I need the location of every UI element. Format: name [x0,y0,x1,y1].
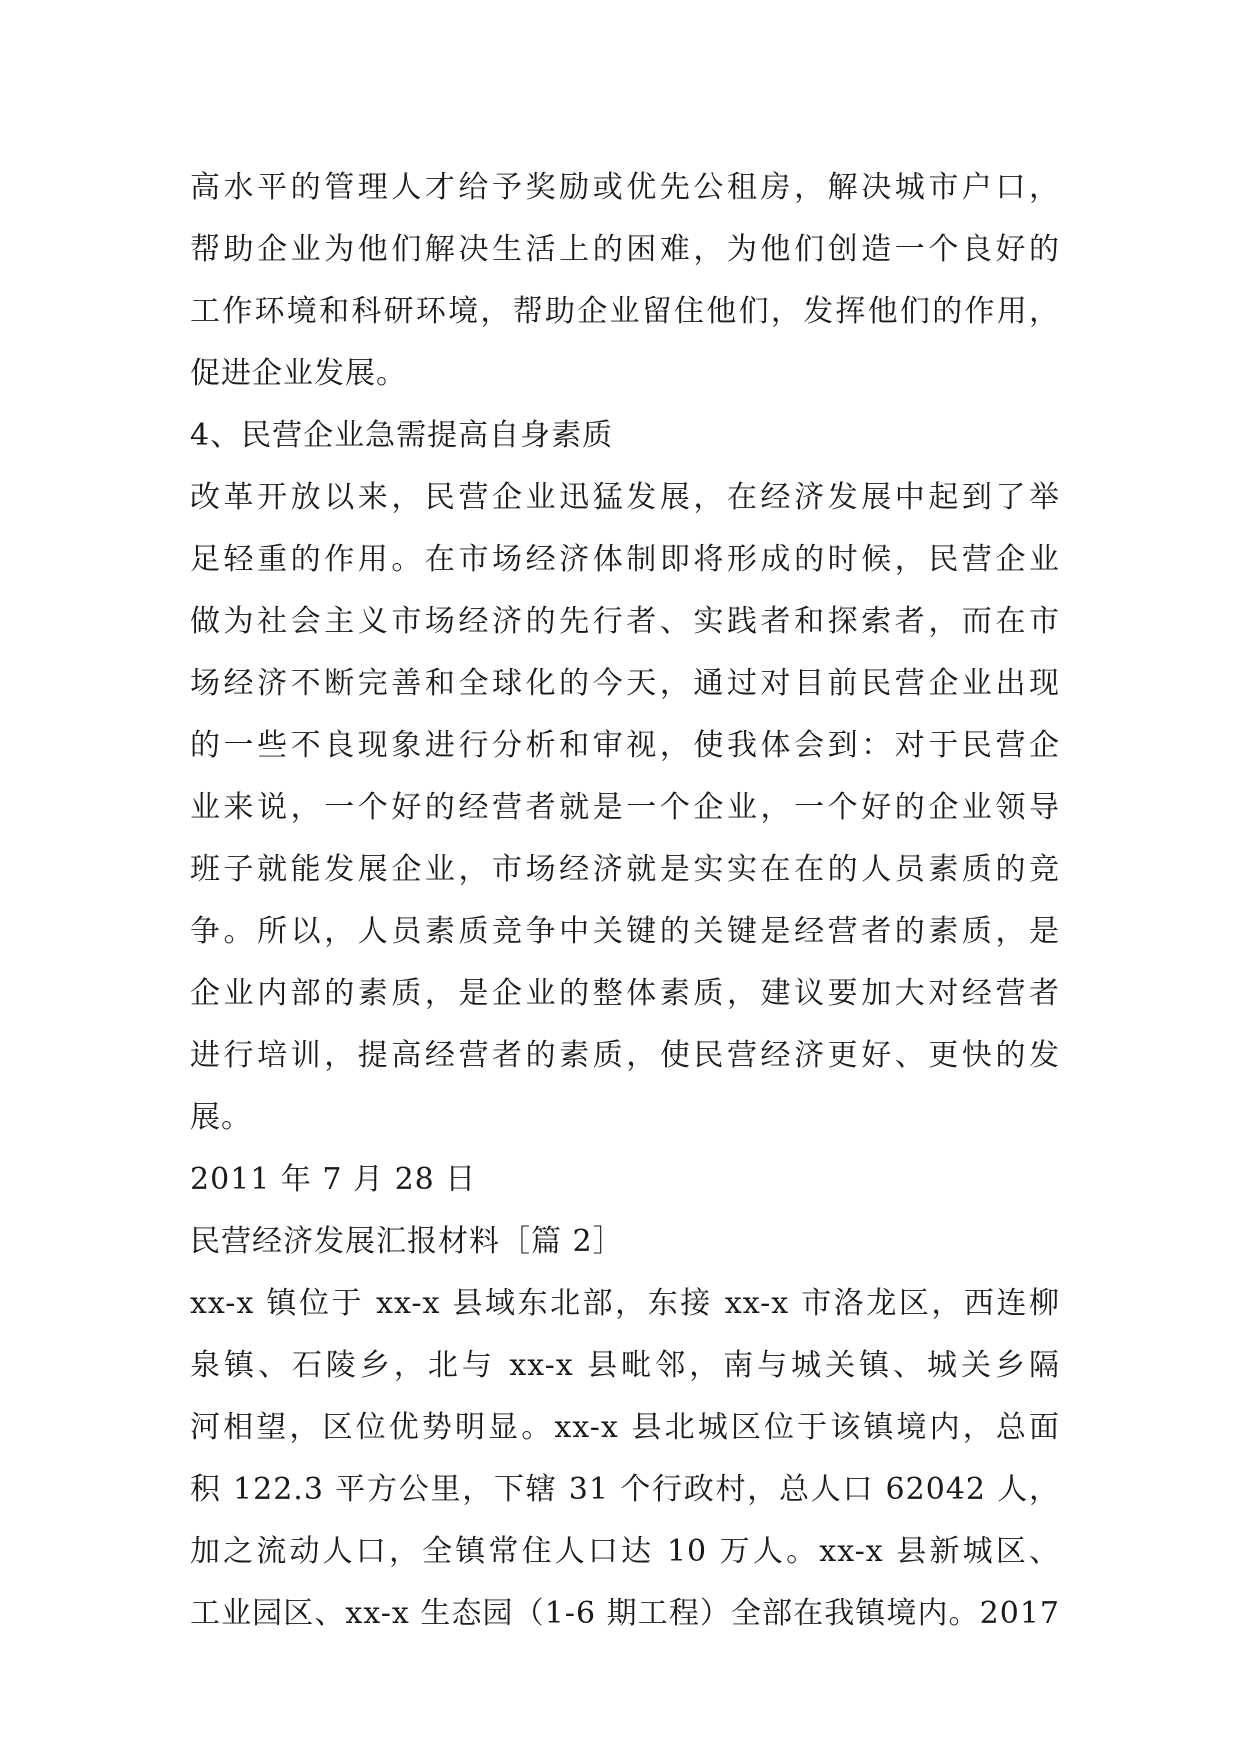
paragraph-line: xx-x 镇位于 xx-x 县域东北部，东接 xx-x 市洛龙区，西连柳 [190,1286,1060,1321]
paragraph-line: 的一些不良现象进行分析和审视，使我体会到：对于民营企 [190,728,1060,763]
paragraph-line: 改革开放以来，民营企业迅猛发展，在经济发展中起到了举 [190,480,1060,515]
paragraph-line: 加之流动人口，全镇常住人口达 10 万人。xx-x 县新城区、 [190,1534,1060,1569]
paragraph-line: 进行培训，提高经营者的素质，使民营经济更好、更快的发 [190,1038,1060,1073]
document-date: 2011 年 7 月 28 日 [190,1162,477,1197]
paragraph-line: 促进企业发展。 [190,356,407,391]
paragraph-line: 业来说，一个好的经营者就是一个企业，一个好的企业领导 [190,790,1060,825]
paragraph-line: 泉镇、石陵乡，北与 xx-x 县毗邻，南与城关镇、城关乡隔 [190,1348,1060,1383]
paragraph-line: 企业内部的素质，是企业的整体素质，建议要加大对经营者 [190,976,1060,1011]
paragraph-line: 场经济不断完善和全球化的今天，通过对目前民营企业出现 [190,666,1060,701]
paragraph-line: 河相望，区位优势明显。xx-x 县北城区位于该镇境内，总面 [190,1410,1060,1445]
section-heading: 4、民营企业急需提高自身素质 [190,418,614,453]
paragraph-line: 帮助企业为他们解决生活上的困难，为他们创造一个良好的 [190,232,1060,267]
paragraph-line: 工作环境和科研环境，帮助企业留住他们，发挥他们的作用， [190,294,1060,329]
paragraph-line: 积 122.3 平方公里，下辖 31 个行政村，总人口 62042 人， [190,1472,1060,1507]
section-title: 民营经济发展汇报材料［篇 2］ [190,1224,624,1259]
paragraph-line: 足轻重的作用。在市场经济体制即将形成的时候，民营企业 [190,542,1060,577]
paragraph-line: 高水平的管理人才给予奖励或优先公租房，解决城市户口， [190,170,1060,205]
paragraph-line: 争。所以，人员素质竞争中关键的关键是经营者的素质，是 [190,914,1060,949]
paragraph-line: 班子就能发展企业，市场经济就是实实在在的人员素质的竞 [190,852,1060,887]
document-body [190,157,1060,1645]
paragraph-line: 做为社会主义市场经济的先行者、实践者和探索者，而在市 [190,604,1060,639]
paragraph-line: 工业园区、xx-x 生态园（1-6 期工程）全部在我镇境内。2017 [190,1596,1060,1631]
paragraph-line: 展。 [190,1100,252,1135]
